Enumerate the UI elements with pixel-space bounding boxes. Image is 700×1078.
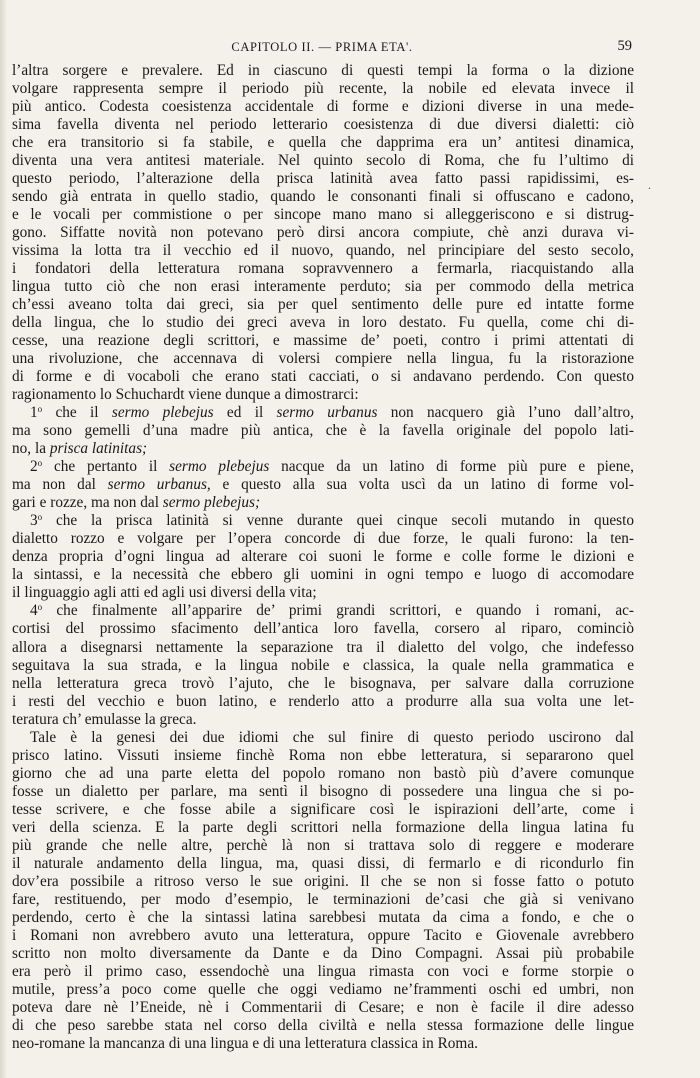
text-line [12,783,634,801]
text-line [12,206,634,224]
text-run: cortisi del prossimo sfacimento dell’antica loro favella, corsero al riparo, cominciò [12,620,634,638]
text-line [12,422,634,440]
italic-latin-term: prisca latinitas; [49,440,148,458]
text-run: e le vocali per commistione o per sincope mano mano si alleggeriscono e si distrug- [12,206,634,224]
text-run: vissima la lotta tra il vecchio ed il nuovo, quando, nel principiare del sesto secolo, [12,242,634,260]
body-text [12,62,634,1053]
text-line [12,639,634,657]
text-line [12,927,634,945]
text-run: fosse un dialetto per parlare, ma sentì il bisogno di possedere una lingua che si po- [12,782,634,800]
text-line [12,458,634,476]
text-run: la sintassi, e la necessità che ebbero gli uomini in ogni tempo e luogo di accomodare [12,566,634,584]
text-line [12,170,634,188]
page-number: 59 [617,38,632,54]
text-line [12,314,634,332]
text-run: sendo già entrata in quello stadio, quando le consonanti finali si offuscano e cadono, [12,188,634,206]
text-run: prisco latino. Vissuti insieme finchè Roma non ebbe letteratura, si separarono quel [12,746,634,764]
text-run: tesse scrivere, e che fosse abile a significare così le ispirazioni dell’arte, come i [12,800,634,818]
text-run: ma sono gemelli d’una madre più antica, che è la favella originale del popolo lati- [12,422,634,440]
margin-mark: . [648,178,651,192]
text-run: i Romani non avrebbero avuto una letteratura, oppure Tacito e Giovenale avrebbero [12,926,634,944]
text-run: perdendo, certo è che la sintassi latina sarebbesi mutata da cima a fondo, e che o [12,908,634,926]
text-line [12,909,634,927]
text-run: l’altra sorgere e prevalere. Ed in ciascuno di questi tempi la forma o la dizione [12,62,634,79]
text-line [12,566,634,584]
text-run: che il [42,404,112,422]
text-line [12,224,634,242]
text-line [12,260,634,278]
text-line [12,98,634,116]
text-line [12,1035,634,1053]
text-run: i fondatori della letteratura romana sopravvennero a fermarla, riacquistando alla [12,260,634,278]
text-run: i resti del vecchio e buon latino, e renderlo atto a produrre alla sua volta une let- [12,692,634,710]
text-run: che era transitorio si fa stabile, e quella che dapprima era un’ antitesi dinamica, [12,134,634,152]
text-line [12,693,634,711]
text-line [12,476,634,494]
text-line [12,963,634,981]
text-run: ed il [213,404,277,422]
italic-latin-term: sermo urbanus [276,404,378,422]
text-run: giorno che ad una parte eletta del popolo romano non bastò più d’avere comunque [12,764,634,782]
text-line [12,440,634,458]
text-run: ragionamento lo Schuchardt viene dunque a dimostrarci: [12,386,359,404]
ordinal-superscript: o [37,602,43,613]
text-line [12,116,634,134]
text-line [12,1017,634,1035]
text-line [12,512,634,530]
text-run: era però il primo caso, essendochè una lingua rimasta con voci e forme storpie o [12,962,634,980]
text-run: teratura ch’ emulasse la greca. [12,710,197,728]
italic-latin-term: sermo urbanus, [107,476,211,494]
text-run: lingua tutto ciò che non erasi interamente perduto; sia per commodo della metrica [12,278,634,296]
text-run: 2 [30,458,38,476]
text-run: nacque da un latino di forme più pure e piene, [269,458,634,476]
text-line [12,873,634,891]
italic-latin-term: sermo plebejus [111,404,214,422]
text-run: di forme e di vocaboli che erano stati cacciati, o si andavano perdendo. Con questo [12,368,634,386]
text-run: allora a disegnarsi nettamente la separazione tra il dialetto del volgo, che indefesso [12,638,634,656]
text-run: che la prisca latinità si venne durante quei cinque secoli mutando in questo [42,512,634,530]
text-line [12,386,634,404]
text-line [12,242,634,260]
text-run: ch’essi aveano tolta dai greci, sia per quel sentimento delle pure ed intatte forme [12,296,634,314]
text-run: neo-romane la mancanza di una lingua e di una letteratura classica in Roma. [12,1034,478,1052]
text-line [12,296,634,314]
text-line [12,837,634,855]
text-run: scritto non molto diversamente da Dante e da Dino Compagni. Assai più probabile [12,944,634,962]
text-line [12,332,634,350]
italic-latin-term: sermo plebejus [169,458,270,476]
text-line [12,855,634,873]
text-run: mutile, press’a poco come quelle che oggi vediamo ne’frammenti oschi ed umbri, non [12,980,634,998]
text-run: fare, restituendo, per modo d’esempio, le terminazioni de’casi che già si venivano [12,890,634,908]
text-line [12,945,634,963]
page-gutter-shadow [0,0,7,1078]
text-line [12,350,634,368]
text-run: diventa una vera antitesi materiale. Nel quinto secolo di Roma, che fu l’ultimo di [12,152,634,170]
text-run: il naturale andamento della lingua, ma, quasi dissi, di fermarlo e di ricondurlo fin [12,854,634,872]
text-line [12,548,634,566]
text-run: Tale è la genesi dei due idiomi che sul finire di questo periodo uscirono dal [30,728,634,746]
text-line [12,729,634,747]
text-run: sima favella diventa nel periodo letterario coesistenza di due diversi dialetti: ciò [12,116,634,134]
text-run: gono. Siffatte novità non potevano però dirsi ancora compiute, chè anzi durava vi- [12,224,634,242]
running-title: CAPITOLO II. — PRIMA ETA'. [231,40,413,54]
text-run: il linguaggio agli atti ed agli usi diversi della vita; [12,584,317,602]
text-run: veri della scienza. E la parte degli scrittori nella formazione della lingua latina fu [12,818,634,836]
text-line [12,368,634,386]
text-line [12,134,634,152]
text-run: questo periodo, l’alterazione della prisca latinità avea fatto passi rapidissimi, es- [12,170,634,188]
text-run: 3 [30,512,38,530]
text-line [12,494,634,512]
text-line [12,711,634,729]
text-run: denza propria d’ogni lingua ad alterare coi suoni le forme e colle forme le dizioni e [12,548,634,566]
text-line [12,62,634,80]
text-line [12,278,634,296]
text-run: che finalmente all’apparire de’ primi grandi scrittori, e quando i romani, ac- [42,602,634,620]
text-line [12,620,634,638]
text-line [12,801,634,819]
text-run: ma non dal [12,476,108,494]
text-run: nella letteratura greca trovò l’ajuto, che le bisognava, per salvare dalla corruzione [12,674,634,692]
text-run: no, la [12,440,50,458]
text-run: poteva dare nè l’Eneide, nè i Commentarii di Cesare; e non è facile il dire adesso [12,998,634,1016]
text-run: gari e rozze, ma non dal [12,494,163,512]
text-line [12,891,634,909]
running-head [12,38,632,58]
text-run: dialetto rozzo e volgare per l’opera concorde di due forze, le quali furono: la ten- [12,530,634,548]
text-line [12,765,634,783]
text-run: più grande che nelle altre, perchè là non si trattava solo di reggere e moderare [12,836,634,854]
text-run: dov’era possibile a ritroso verso le sue origini. Il che se non si fosse fatto o potuto [12,872,634,890]
text-line [12,152,634,170]
text-run: una rivoluzione, che accennava di volersi compiere nella lingua, fu la ristorazione [12,350,634,368]
ordinal-superscript: o [37,458,43,469]
text-line [12,530,634,548]
text-line [12,981,634,999]
text-run: seguitava la sua strada, e la lingua nobile e classica, la quale nella grammatica e [12,656,634,674]
text-run: volgare rappresenta sempre il periodo più recente, la nobile ed elevata invece il [12,80,634,98]
text-line [12,188,634,206]
text-run: della lingua, che lo studio dei greci aveva in loro destato. Fu quella, come chi di- [12,314,634,332]
text-run: più antico. Codesta coesistenza accidentale di forme e dizioni diverse in una mede- [12,98,634,116]
text-line [12,80,634,98]
text-line [12,602,634,620]
italic-latin-term: sermo plebejus; [162,494,261,512]
text-line [12,657,634,675]
ordinal-superscript: o [37,404,43,415]
text-run: non nacquero già l’uno dall’altro, [377,404,634,422]
text-run: che pertanto il [42,458,170,476]
text-line [12,747,634,765]
text-run: e questo alla sua volta uscì da un latino di forme vol- [210,476,634,494]
text-line [12,999,634,1017]
text-run: di che peso sarebbe stata nel corso della civiltà e nella stessa formazione delle lingue [12,1016,634,1034]
ordinal-superscript: o [37,512,43,523]
text-run: 4 [30,602,38,620]
text-line [12,584,634,602]
text-line [12,675,634,693]
text-run: cesse, una reazione degli scrittori, e massime de’ poeti, contro i primi attentati di [12,332,634,350]
text-run: 1 [30,404,38,422]
text-line [12,404,634,422]
text-line [12,819,634,837]
